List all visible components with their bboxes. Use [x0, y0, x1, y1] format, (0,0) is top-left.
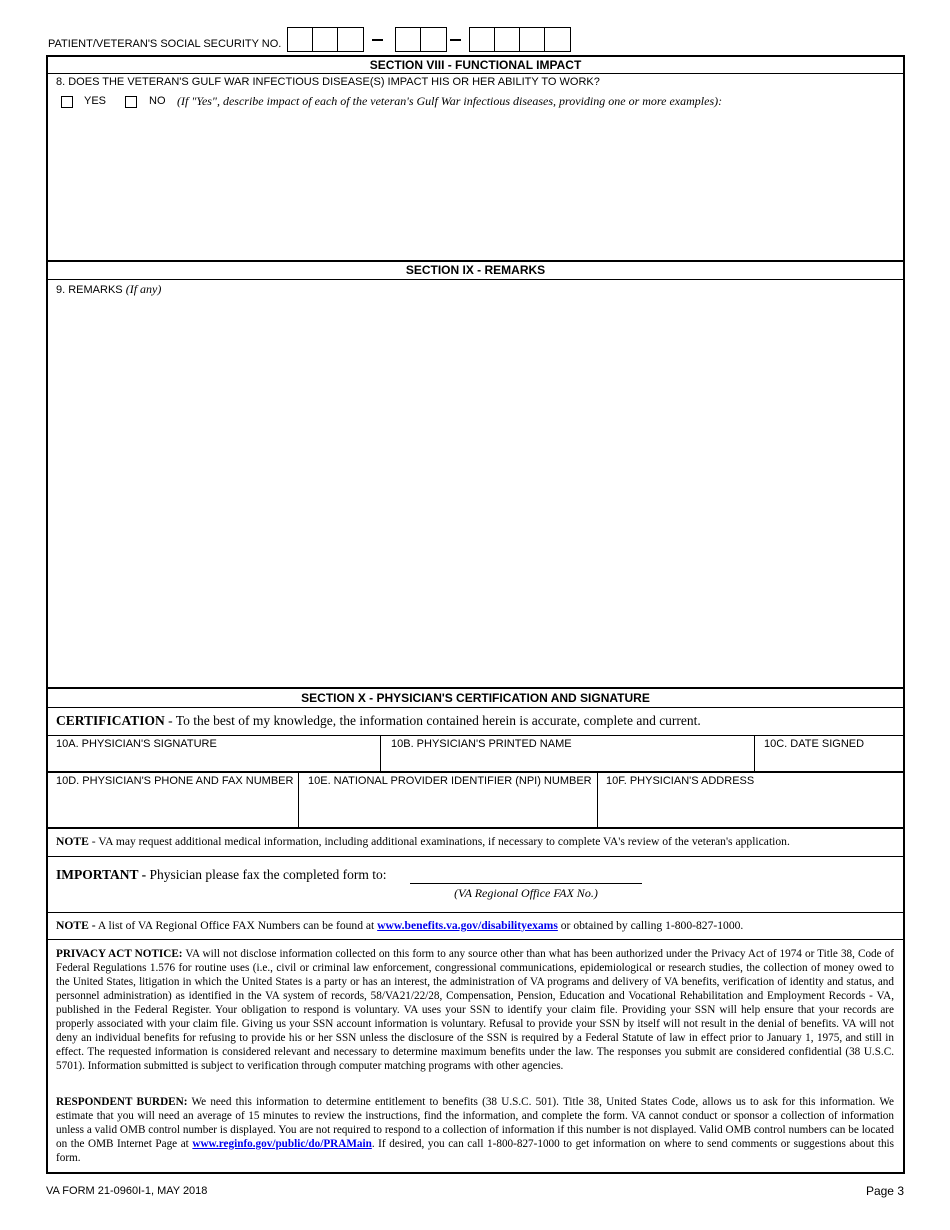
divider	[46, 912, 905, 913]
ssn-digit-box[interactable]	[421, 28, 446, 51]
divider	[46, 260, 905, 262]
fax-caption: (VA Regional Office FAX No.)	[454, 886, 598, 900]
npi-number-field[interactable]	[300, 792, 595, 826]
divider	[380, 735, 381, 772]
ssn-digit-box[interactable]	[288, 28, 313, 51]
ssn-dash	[372, 39, 383, 41]
ssn-digit-box[interactable]	[545, 28, 570, 51]
important-fax-instruction	[56, 867, 386, 883]
omb-link[interactable]: www.reginfo.gov/public/do/PRAMain	[192, 1138, 372, 1150]
important-label: IMPORTANT -	[56, 867, 147, 882]
ssn-dash	[450, 39, 461, 41]
impact-instruction: (If "Yes", describe impact of each of the veteran's Gulf War infectious diseases, providing one or more examples):	[177, 94, 723, 108]
divider	[46, 735, 905, 736]
ssn-field-part2[interactable]	[395, 27, 447, 52]
section-10-title: SECTION X - PHYSICIAN'S CERTIFICATION AND SIGNATURE	[301, 691, 650, 705]
burden-text-after: . If desired, you can call 1-800-827-1000 to get information on where to send comments or suggestions about this form.	[56, 1138, 895, 1164]
form-id: VA FORM 21-0960I-1, MAY 2018	[46, 1185, 208, 1197]
ssn-digit-box[interactable]	[313, 28, 338, 51]
field-10b-label: 10B. PHYSICIAN'S PRINTED NAME	[391, 738, 572, 750]
physician-phone-fax-field[interactable]	[48, 792, 296, 826]
field-10f-label: 10F. PHYSICIAN'S ADDRESS	[606, 775, 755, 787]
benefits-link[interactable]: www.benefits.va.gov/disabilityexams	[377, 919, 558, 932]
divider	[46, 939, 905, 940]
section-9-title: SECTION IX - REMARKS	[405, 263, 546, 277]
divider	[754, 735, 755, 772]
ssn-digit-box[interactable]	[520, 28, 545, 51]
section-8-title: SECTION VIII - FUNCTIONAL IMPACT	[369, 58, 582, 72]
remarks-label-note: (If any)	[125, 282, 162, 296]
page-number: Page 3	[865, 1184, 904, 1198]
yes-checkbox[interactable]	[61, 96, 73, 108]
field-10c-label: 10C. DATE SIGNED	[764, 738, 865, 750]
field-10d-label: 10D. PHYSICIAN'S PHONE AND FAX NUMBER	[56, 775, 294, 787]
remarks-label-text: 9. REMARKS	[56, 284, 123, 296]
physician-address-field[interactable]	[599, 792, 902, 826]
fax-number-field[interactable]	[410, 868, 642, 883]
divider	[46, 856, 905, 857]
physician-printed-name-field[interactable]	[382, 752, 752, 770]
note-fax-numbers	[56, 919, 743, 932]
divider	[46, 73, 905, 74]
respondent-burden	[56, 1095, 894, 1165]
ssn-field-part3[interactable]	[469, 27, 571, 52]
divider	[298, 772, 299, 827]
note-label: NOTE	[56, 835, 89, 848]
certification-text: - To the best of my knowledge, the information contained herein is accurate, complete and current.	[164, 713, 701, 728]
divider	[46, 687, 905, 689]
no-label: NO	[149, 95, 166, 107]
privacy-act-notice	[56, 947, 894, 1073]
fax-number-underline	[410, 883, 642, 884]
remarks-text-area[interactable]	[56, 300, 894, 680]
privacy-label: PRIVACY ACT NOTICE:	[56, 948, 183, 960]
functional-impact-text-area[interactable]	[56, 114, 894, 254]
certification-statement	[56, 713, 701, 729]
yes-label: YES	[84, 95, 107, 107]
remarks-label	[56, 282, 161, 297]
note2-text-after: or obtained by calling 1-800-827-1000.	[557, 919, 744, 932]
divider	[597, 772, 598, 827]
ssn-field-part1[interactable]	[287, 27, 364, 52]
date-signed-field[interactable]	[756, 752, 902, 770]
divider	[46, 827, 905, 829]
divider	[46, 707, 905, 708]
certification-heading: CERTIFICATION	[56, 713, 165, 728]
field-10e-label: 10E. NATIONAL PROVIDER IDENTIFIER (NPI) NUMBER	[308, 775, 592, 787]
burden-label: RESPONDENT BURDEN:	[56, 1096, 188, 1108]
ssn-digit-box[interactable]	[396, 28, 421, 51]
ssn-digit-box[interactable]	[470, 28, 495, 51]
question-8: 8. DOES THE VETERAN'S GULF WAR INFECTIOUS DISEASE(S) IMPACT HIS OR HER ABILITY TO WORK?	[56, 76, 600, 88]
note-text: - VA may request additional medical information, including additional examinations, if necessary to complete VA's review of the veteran's application.	[88, 835, 790, 848]
note-additional-info	[56, 835, 790, 848]
ssn-digit-box[interactable]	[495, 28, 520, 51]
ssn-digit-box[interactable]	[338, 28, 363, 51]
burden-text-before: We need this information to determine entitlement to benefits (38 U.S.C. 501). Title 38, United States Code, allows us to ask for this information. We estimate that you will need an average of 15 minutes to review the instructions, find the information, and complete the form. VA cannot conduct or sponsor a collection of information unless a valid OMB control number is displayed. You are not required to respond to a collection of information if this number is not displayed. Valid OMB control numbers can be located on the OMB Internet Page at	[56, 1096, 894, 1150]
divider	[46, 279, 905, 280]
field-10a-label: 10A. PHYSICIAN'S SIGNATURE	[56, 738, 217, 750]
note2-label: NOTE -	[56, 919, 96, 932]
physician-signature-field[interactable]	[48, 752, 380, 770]
no-checkbox[interactable]	[125, 96, 137, 108]
privacy-text: VA will not disclose information collected on this form to any source other than what has been authorized under the Privacy Act of 1974 or Title 38, Code of Federal Regulations 1.576 for routine uses (i.e., civil or criminal law enforcement, congressional communications, epidemiological or research studies, the collection of money owed to the United States, litigation in which the United States is a party or has an interest, the administration of VA programs and delivery of VA benefits, verification of identity and status, and personnel administration) as identified in the VA system of records, 58/VA21/22/28, Compensation, Pension, Education and Vocational Rehabilitation and Employment Records - VA, published in the Federal Register. Your obligation to respond is voluntary. VA uses your SSN to identify your claim file. Providing your SSN will help ensure that your records are properly associated with your claim file. Giving us your SSN account information is voluntary. Refusal to provide your SSN by itself will not result in the denial of benefits. VA will not deny an individual benefits for refusing to provide his or her SSN unless the disclosure of the SSN is required by a Federal Statute of law in effect prior to January 1, 1975, and still in effect. The requested information is considered relevant and necessary to determine maximum benefits under the law. The responses you submit are considered confidential (38 U.S.C. 5701). Information submitted is subject to verification through computer matching programs with other agencies.	[56, 948, 895, 1072]
divider	[46, 771, 905, 773]
ssn-label: PATIENT/VETERAN'S SOCIAL SECURITY NO.	[48, 38, 282, 50]
note2-text-before: A list of VA Regional Office FAX Numbers can be found at	[95, 919, 378, 932]
important-text: Physician please fax the completed form to:	[146, 867, 387, 882]
